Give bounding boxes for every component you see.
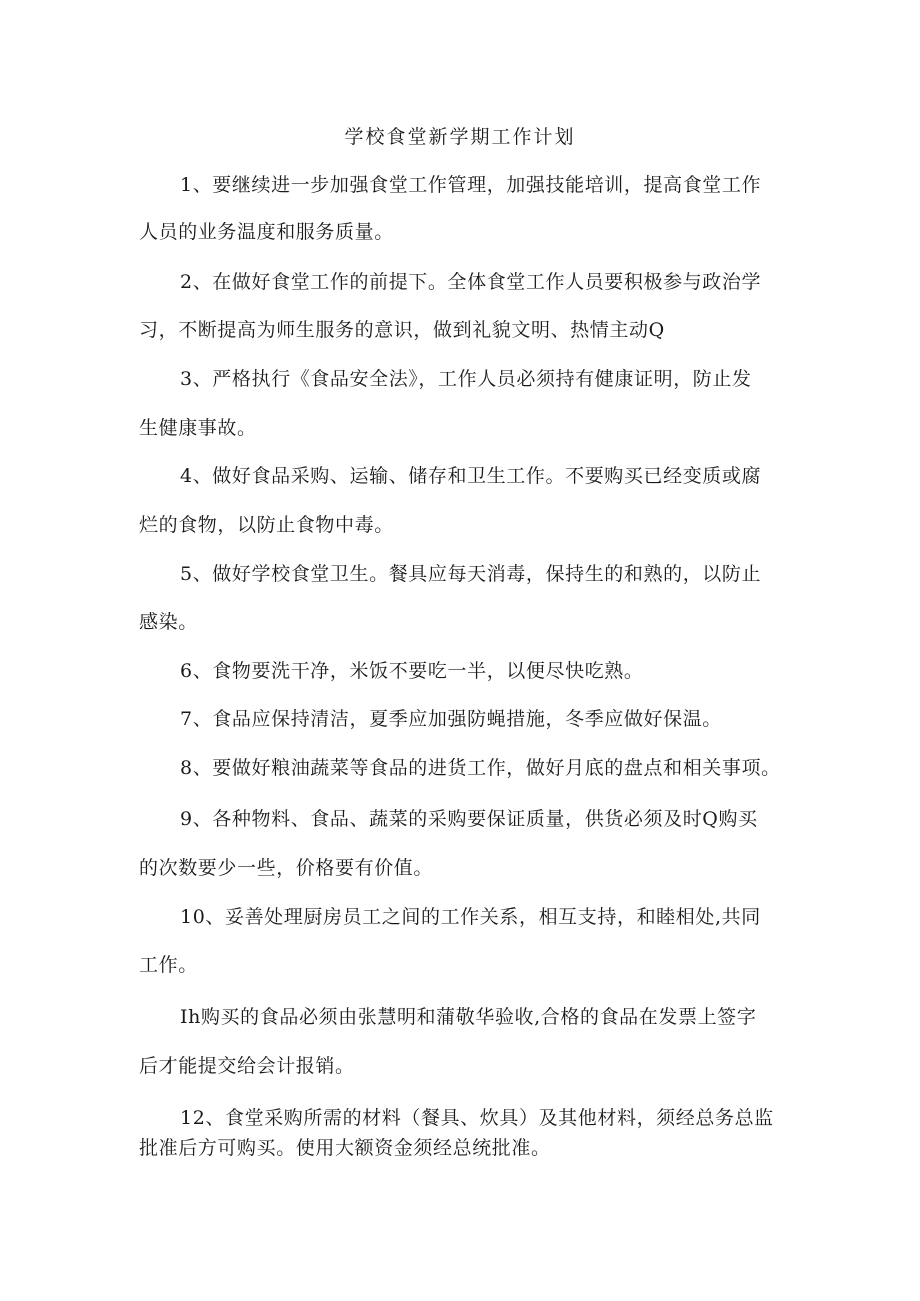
paragraph-line: 工作。	[139, 954, 198, 976]
paragraph-line: 3、严格执行《食品安全法》，工作人员必须持有健康证明，防止发	[180, 368, 752, 390]
paragraph-line: 感染。	[139, 611, 198, 633]
paragraph-line: 人员的业务温度和服务质量。	[139, 221, 394, 243]
paragraph-line: 的次数要少一些，价格要有价值。	[139, 857, 434, 879]
paragraph-line: 烂的食物，以防止食物中毒。	[139, 514, 394, 536]
paragraph-line: 5、做好学校食堂卫生。餐具应每天消毒，保持生的和熟的，以防止	[180, 563, 762, 585]
paragraph-line: 习，不断提高为师生服务的意识，做到礼貌文明、热情主动Q	[139, 319, 665, 341]
paragraph-line: 7、食品应保持清洁，夏季应加强防蝇措施，冬季应做好保温。	[180, 708, 722, 730]
paragraph-line: 生健康事故。	[139, 417, 257, 439]
paragraph-line: 1、要继续进一步加强食堂工作管理，加强技能培训，提高食堂工作	[180, 174, 762, 196]
paragraph-line: 10、妥善处理厨房员工之间的工作关系，相互支持，和睦相处,共同	[180, 906, 761, 928]
paragraph-line: 4、做好食品采购、运输、储存和卫生工作。不要购买已经变质或腐	[180, 465, 762, 487]
paragraph-line: 批准后方可购买。使用大额资金须经总统批准。	[139, 1137, 551, 1159]
paragraph-line: 6、食物要洗干净，米饭不要吃一半，以便尽快吃熟。	[180, 660, 644, 682]
paragraph-line: 8、要做好粮油蔬菜等食品的进货工作，做好月底的盘点和相关事项。	[180, 757, 781, 779]
document-title: 学校食堂新学期工作计划	[344, 126, 576, 148]
paragraph-line: 后才能提交给会计报销。	[139, 1055, 355, 1077]
paragraph-line: 2、在做好食堂工作的前提下。全体食堂工作人员要积极参与政治学	[180, 271, 762, 293]
paragraph-line: 12、食堂采购所需的材料（餐具、炊具）及其他材料，须经总务总监	[180, 1107, 774, 1129]
paragraph-line: Ih购买的食品必须由张慧明和蒲敬华验收,合格的食品在发票上签字	[180, 1006, 757, 1028]
paragraph-line: 9、各种物料、食品、蔬菜的采购要保证质量，供货必须及时Q购买	[180, 808, 758, 830]
